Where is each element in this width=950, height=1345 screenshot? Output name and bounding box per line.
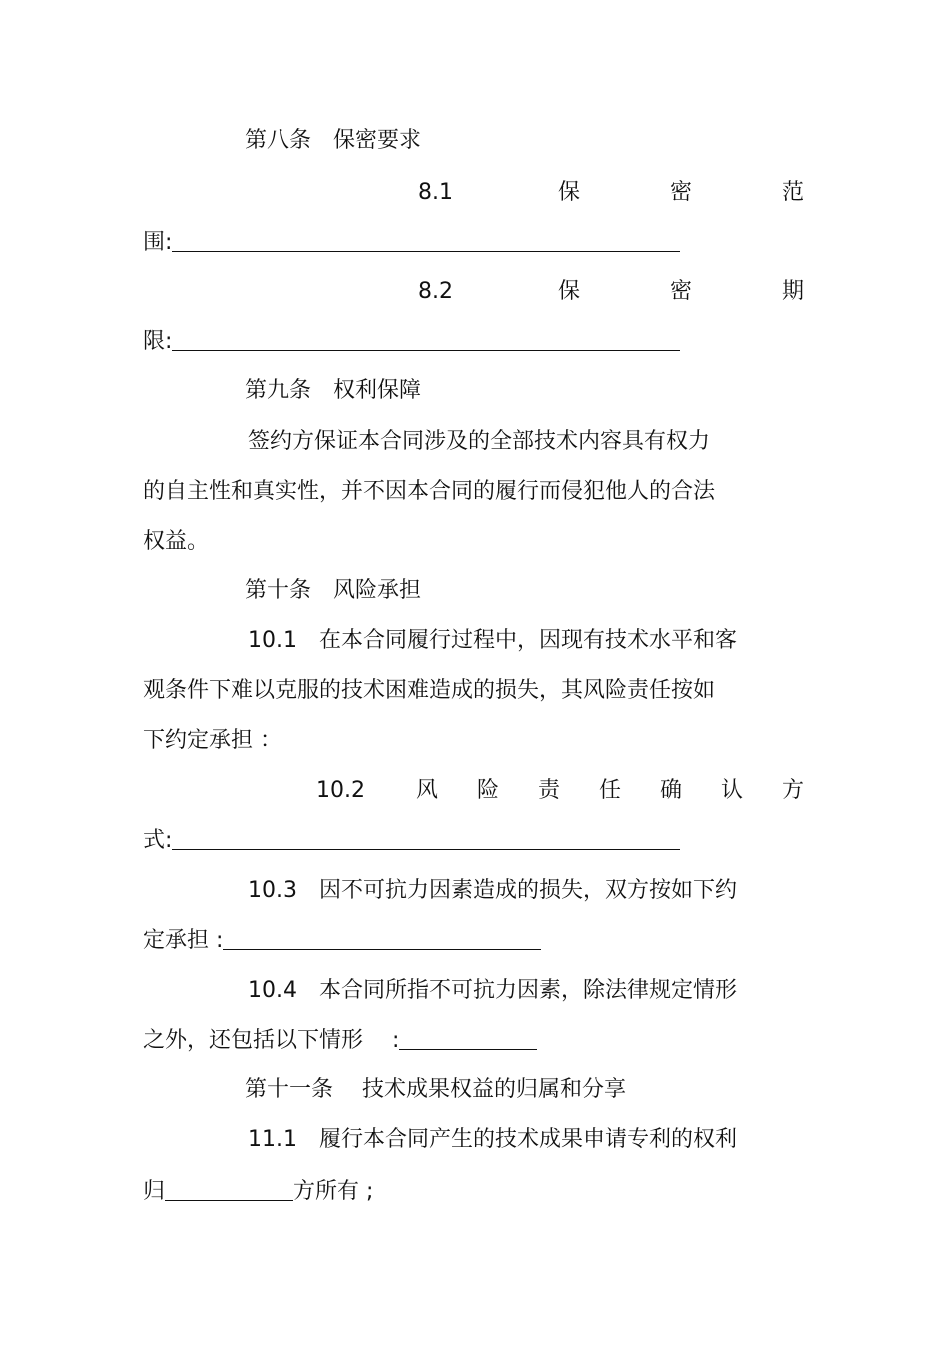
article-9-para-line: 权益。 <box>143 529 210 554</box>
article-9-para-line: 签约方保证本合同涉及的全部技术内容具有权力 <box>248 429 711 454</box>
clause-8-1-line <box>143 228 680 258</box>
clause-10-4-tail: 之外，还包括以下情形 : <box>143 1028 400 1053</box>
clause-8-1-number: 8.1 <box>418 180 453 205</box>
clause-10-2-number: 10.2 <box>316 778 365 803</box>
clause-10-1-line: 10.1 在本合同履行过程中，因现有技术水平和客 <box>248 628 737 653</box>
clause-10-3-tail: 定承担 : <box>143 928 224 953</box>
confidential-period-blank[interactable] <box>172 328 680 351</box>
clause-11-1-line <box>143 1177 373 1207</box>
clause-10-2-line <box>143 826 680 856</box>
clause-8-2-line <box>143 327 680 357</box>
clause-8-1-char: 保 <box>558 180 581 205</box>
clause-10-2-char: 险 <box>477 778 500 803</box>
clause-8-2-tail: 限: <box>143 329 173 354</box>
article-10-title: 第十条 风险承担 <box>245 578 422 603</box>
clause-10-1-line: 观条件下难以克服的技术困难造成的损失，其风险责任按如 <box>143 678 716 703</box>
clause-11-1-line: 11.1 履行本合同产生的技术成果申请专利的权利 <box>248 1127 737 1152</box>
article-11-title: 第十一条 技术成果权益的归属和分享 <box>245 1077 626 1102</box>
clause-11-1-post: 方所有 ; <box>293 1179 374 1204</box>
clause-8-2-char: 期 <box>782 279 805 304</box>
force-majeure-loss-blank[interactable] <box>223 927 541 950</box>
risk-confirmation-blank[interactable] <box>172 827 680 850</box>
clause-10-3-line <box>143 926 541 956</box>
clause-10-2-char: 任 <box>599 778 622 803</box>
clause-11-1-pre: 归 <box>143 1179 166 1204</box>
clause-10-2-char: 认 <box>721 778 744 803</box>
force-majeure-cases-blank[interactable] <box>399 1027 537 1050</box>
clause-10-4-line <box>143 1026 537 1056</box>
clause-10-1-line: 下约定承担 ： <box>143 728 282 753</box>
clause-8-2-char: 密 <box>670 279 693 304</box>
clause-10-2-char: 风 <box>416 778 439 803</box>
clause-10-2-char: 责 <box>538 778 561 803</box>
clause-8-1-char: 密 <box>670 180 693 205</box>
clause-8-1-char: 范 <box>782 180 805 205</box>
clause-10-3-line: 10.3 因不可抗力因素造成的损失，双方按如下约 <box>248 878 737 903</box>
clause-10-2-char: 方 <box>782 778 805 803</box>
clause-10-2-tail: 式: <box>143 828 173 853</box>
article-9-para-line: 的自主性和真实性，并不因本合同的履行而侵犯他人的合法 <box>143 479 716 504</box>
clause-10-4-line: 10.4 本合同所指不可抗力因素，除法律规定情形 <box>248 978 737 1003</box>
clause-8-1-tail: 围: <box>143 230 173 255</box>
clause-8-2-number: 8.2 <box>418 279 453 304</box>
article-8-title: 第八条 保密要求 <box>245 128 422 153</box>
confidential-scope-blank[interactable] <box>172 229 680 252</box>
patent-owner-blank[interactable] <box>165 1178 293 1201</box>
clause-10-2-char: 确 <box>660 778 683 803</box>
clause-8-2-char: 保 <box>558 279 581 304</box>
article-9-title: 第九条 权利保障 <box>245 378 422 403</box>
